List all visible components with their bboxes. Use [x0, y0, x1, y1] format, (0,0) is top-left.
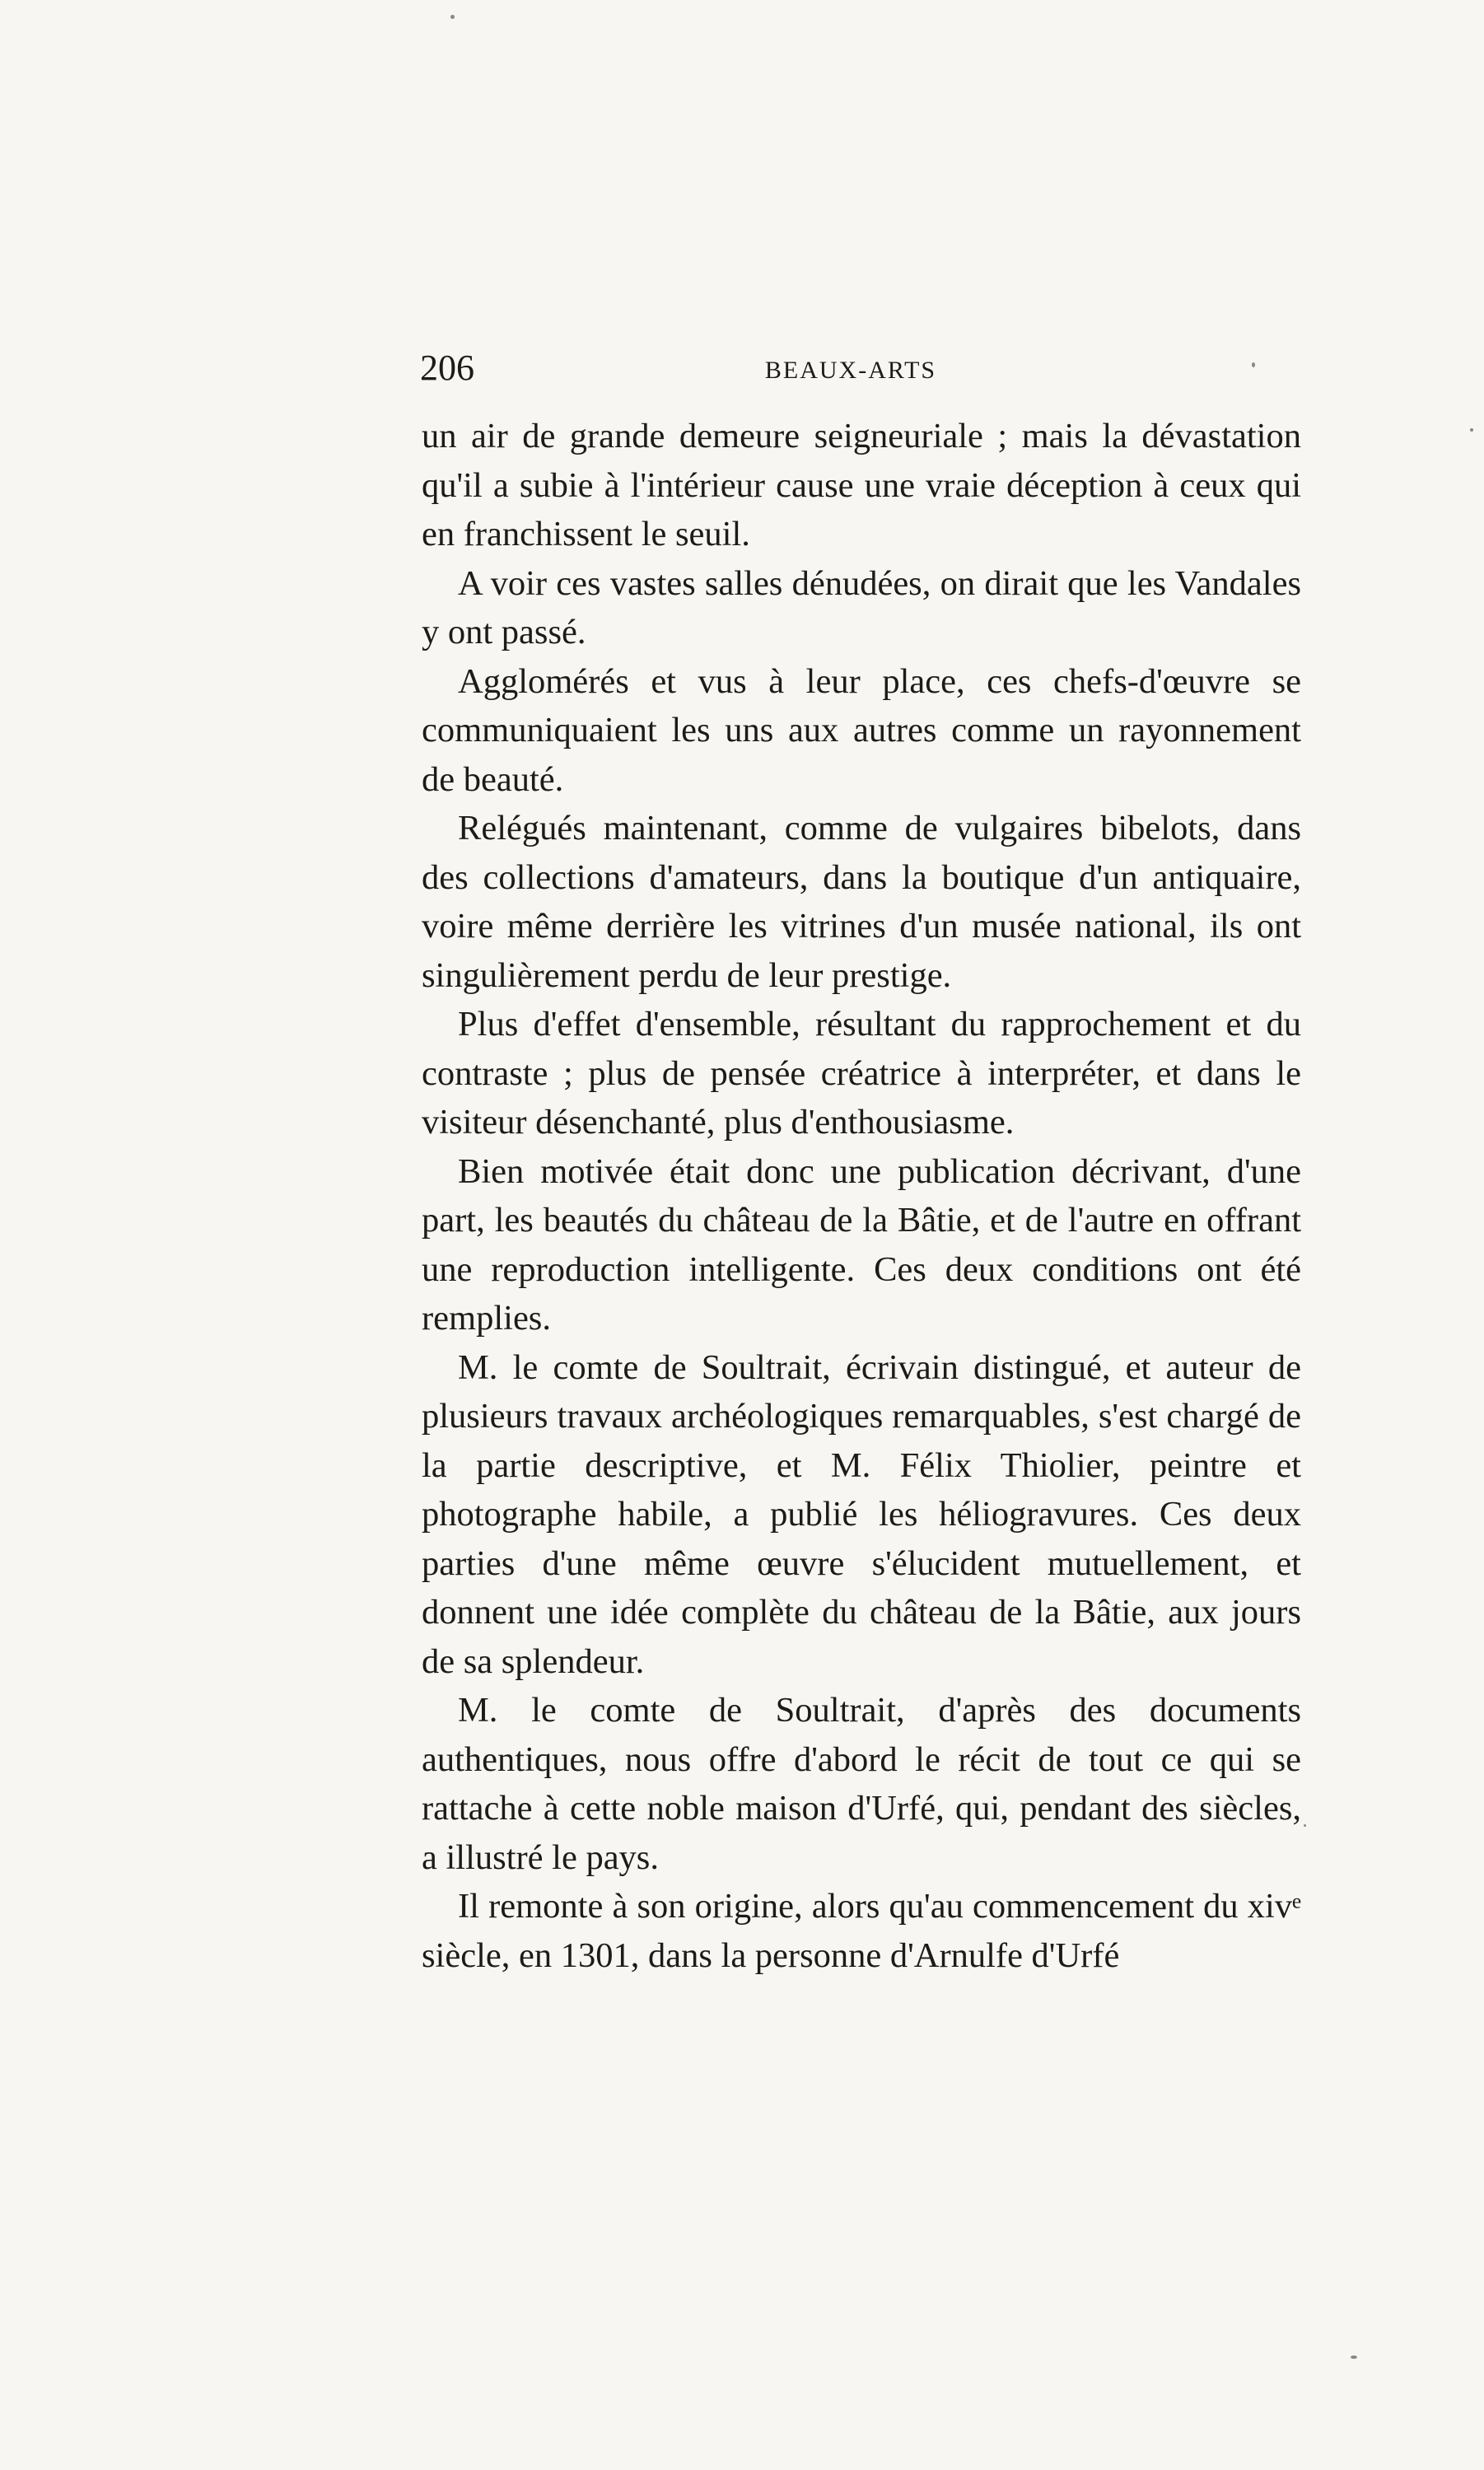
scan-speck: [1351, 2356, 1357, 2359]
body-text: [422, 412, 1301, 1980]
scan-speck: [1252, 362, 1255, 367]
scan-speck: [1470, 428, 1473, 432]
scan-speck: [1304, 1824, 1306, 1827]
paragraph-6: Bien motivée était donc une publication décrivant, d'une part, les beautés du château de la Bâtie, et de l'autre en offrant une reproduction intelligente. Ces deux conditions ont été remplies.: [422, 1151, 1301, 1338]
paragraph-9: Il remonte à son origine, alors qu'au commencement du xivᵉ siècle, en 1301, dans la personne d'Arnulfe d'Urfé: [422, 1887, 1301, 1975]
paragraph-3: Agglomérés et vus à leur place, ces chefs-d'œuvre se communiquaient les uns aux autres comme un rayonnement de beauté.: [422, 661, 1301, 799]
running-head: BEAUX-ARTS: [764, 357, 937, 384]
paragraph-1: un air de grande demeure seigneuriale ; mais la dévastation qu'il a subie à l'intérieur cause une vraie déception à ceux qui en franchissent le seuil.: [422, 417, 1301, 553]
paragraph-8: M. le comte de Soultrait, d'après des documents authentiques, nous offre d'abord le récit de tout ce qui se rattache à cette noble maison d'Urfé, qui, pendant des siècles, a illustré le pays.: [422, 1691, 1301, 1877]
page-header: [402, 346, 1300, 395]
paragraph-5: Plus d'effet d'ensemble, résultant du rapprochement et du contraste ; plus de pensée créatrice à interpréter, et dans le visiteur désenchanté, plus d'enthousiasme.: [422, 1005, 1301, 1142]
paragraph-2: A voir ces vastes salles dénudées, on dirait que les Vandales y ont passé.: [422, 563, 1301, 651]
scan-speck: [450, 15, 455, 19]
page-number: 206: [420, 348, 474, 388]
paragraph-4: Relégués maintenant, comme de vulgaires bibelots, dans des collections d'amateurs, dans la boutique d'un antiquaire, voire même derrière les vitrines d'un musée national, ils ont singulièrement perdu de leur prestige.: [422, 809, 1301, 995]
paragraph-7: M. le comte de Soultrait, écrivain distingué, et auteur de plusieurs travaux archéologiques remarquables, s'est chargé de la partie descriptive, et M. Félix Thiolier, peintre et photographe habile, a publié les héliogravures. Ces deux parties d'une même œuvre s'élucident mutuellement, et donnent une idée complète du château de la Bâtie, aux jours de sa splendeur.: [422, 1347, 1301, 1681]
